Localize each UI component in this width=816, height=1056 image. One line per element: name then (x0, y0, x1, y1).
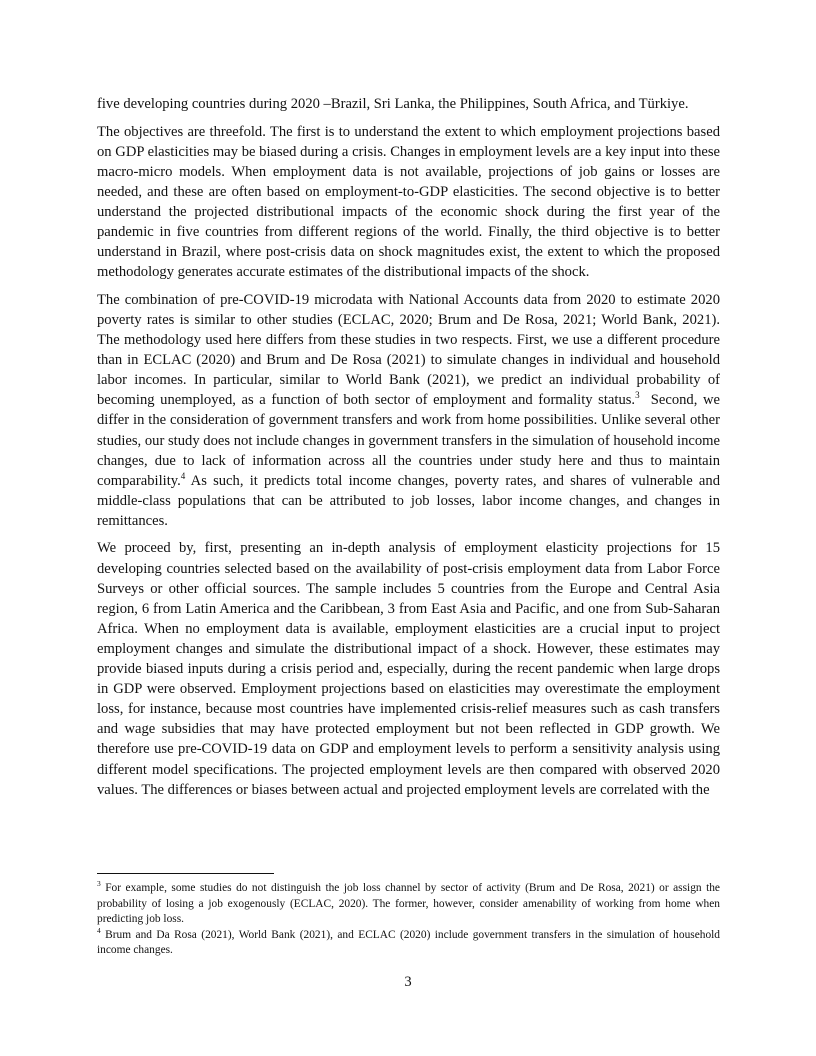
paragraph-text: Second, we differ in the consideration of government transfers and work from home possibilities. Unlike several other studies, our study does not include changes in government transfers in the simulation of household income changes, due to lack of information across all the countries under study here and thus to maintain comparability. (97, 392, 724, 489)
paragraph-objectives (97, 122, 720, 283)
paragraph-text: five developing countries during 2020 –Brazil, Sri Lanka, the Philippines, South Africa, and Türkiye. (97, 96, 689, 112)
page-number: 3 (404, 974, 412, 990)
footnote-3 (97, 881, 720, 928)
paragraph-text: We proceed by, first, presenting an in-depth analysis of employment elasticity projections for 15 developing countries selected based on the availability of post-crisis employment data from Labor Force Surveys or other official sources. The sample includes 5 countries from the Europe and Central Asia region, 6 from Latin America and the Caribbean, 3 from East Asia and Pacific, and one from Sub-Saharan Africa. When no employment data is available, employment elasticities are a crucial input to project employment changes and simulate the distributional impact of a shock. However, these estimates may provide biased inputs during a crisis period and, especially, during the recent pandemic when large drops in GDP were observed. Employment projections based on elasticities may overestimate the employment loss, for instance, because most countries have implemented crisis-relief measures such as cash transfers and wage subsidies that may have protected employment but not been reflected in GDP growth. We therefore use pre-COVID-19 data on GDP and employment levels to perform a sensitivity analysis using different model specifications. The projected employment levels are then compared with observed 2020 values. The differences or biases between actual and projected employment levels are correlated with the (97, 540, 720, 798)
footnotes (97, 881, 720, 959)
footnote-text: Brum and Da Rosa (2021), World Bank (2021), and ECLAC (2020) include government transfers in the simulation of household income changes. (97, 928, 720, 957)
footnote-number: 4 (97, 925, 101, 935)
footnote-number: 3 (97, 879, 101, 889)
footnote-ref-3[interactable]: 3 (635, 390, 640, 401)
paragraph-approach (97, 538, 720, 799)
paragraph-methodology (97, 290, 724, 531)
footnote-4 (97, 925, 720, 959)
footnote-ref-4[interactable]: 4 (180, 470, 186, 481)
paragraph-text: As such, it predicts total income changes, poverty rates, and shares of vulnerable and middle-class populations that can be attributed to job losses, labor income changes, and changes in remittances. (97, 472, 720, 529)
footnote-divider (97, 873, 274, 874)
body-text (97, 94, 724, 807)
paragraph-text: The combination of pre-COVID-19 microdata with National Accounts data from 2020 to estimate 2020 poverty rates is similar to other studies (ECLAC, 2020; Brum and De Rosa, 2021; World Bank, 2021). The methodology used here differs from these studies in two respects. First, we use a different procedure than in ECLAC (2020) and Brum and De Rosa (2021) to simulate changes in individual and household labor incomes. In particular, similar to World Bank (2021), we predict an individual probability of becoming unemployed, as a function of both sector of employment and formality status. (97, 291, 720, 409)
paragraph-countries (97, 94, 720, 114)
paragraph-text: The objectives are threefold. The first is to understand the extent to which employment projections based on GDP elasticities may be biased during a crisis. Changes in employment levels are a key input into these macro-micro models. When employment data is not available, projections of job gains or losses are needed, and these are often based on employment-to-GDP elasticities. The second objective is to better understand the projected distributional impacts of the economic shock during the first year of the pandemic in five countries from different regions of the world. Finally, the third objective is to better understand in Brazil, where post-crisis data on shock magnitudes exist, the extent to which the proposed methodology generates accurate estimates of the distributional impacts of the shock. (97, 123, 720, 281)
footnote-text: For example, some studies do not distinguish the job loss channel by sector of activity (Brum and De Rosa, 2021) or assign the probability of losing a job exogenously (ECLAC, 2020). The former, however, consider amenability of working from home when predicting job loss. (97, 882, 720, 926)
